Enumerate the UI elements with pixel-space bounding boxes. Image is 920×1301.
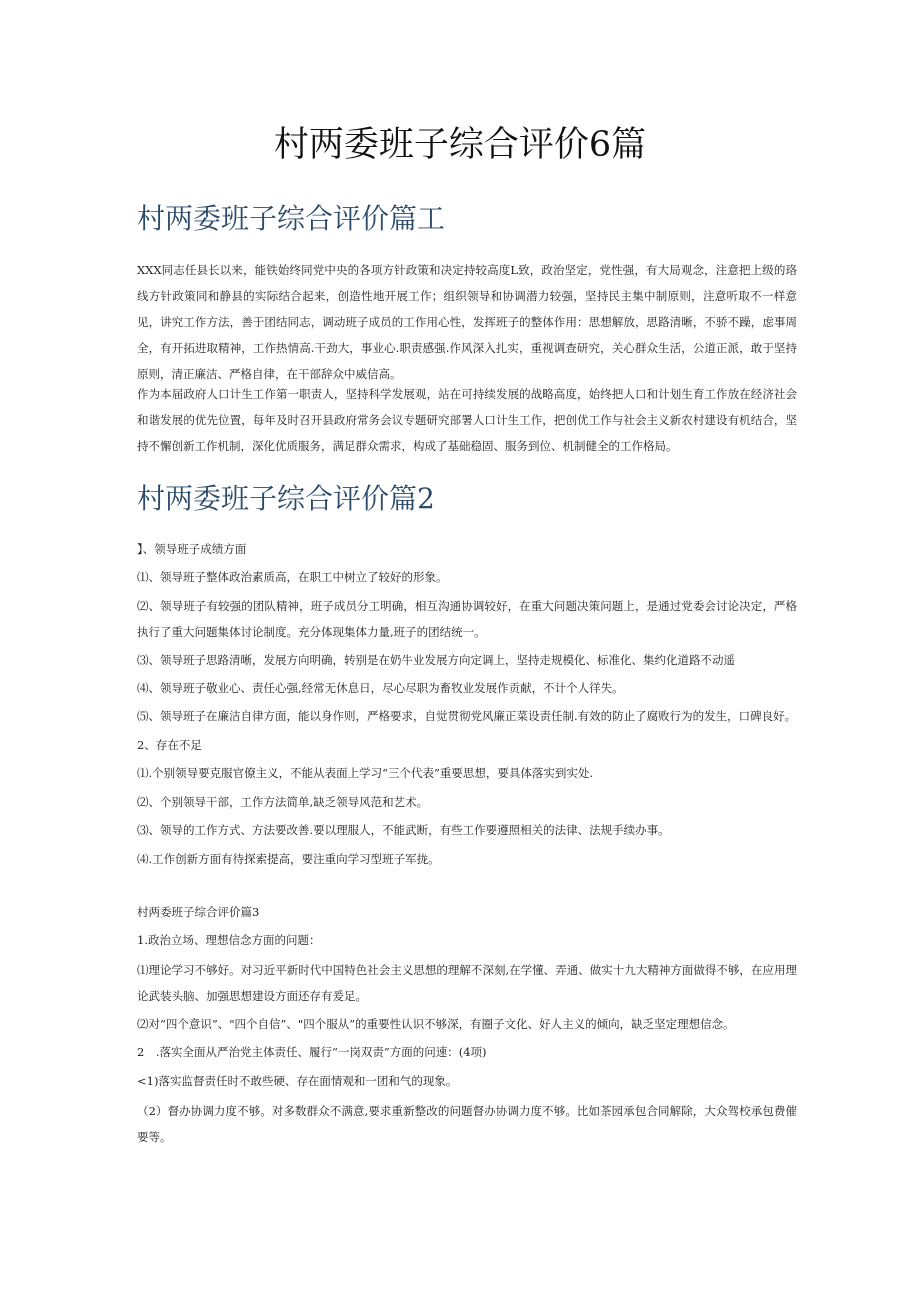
section-2-item: ⑴.个别领导要克服官僚主义，不能从表面上学习“三个代表”重要思想，要具体落实到实处. [137,766,594,780]
section-2-heading: 村两委班子综合评价篇2 [137,482,435,515]
section-2-item: ⑴、领导班子整体政治素质高，在职工中树立了较好的形象。 [137,570,448,584]
section-2-item: ⑷、领导班子敬业心、责任心强,经常无休息日，尽心尽职为畜牧业发展作贡献，不计个人徉失。 [137,681,624,695]
section-2-item: ⑸、领导班子在廉洁自律方面，能以身作则，严格要求，自觉贯彻党风廉正菜设责任制.有效的防止了腐败行为的发生，口碑良好。 [137,709,797,723]
document-title: 村两委班子综合评价6篇 [273,125,647,165]
section-3-item: 2 .落实全面从严治党主体责任、履行“一岗双责”方面的问速：(4项) [137,1045,487,1059]
section-3-item: （2）督办协调力度不够。对多数群众不满意,要求重新整改的问题督办协调力度不够。比如茶园承包合同解除，大众驾校承包费催要等。 [137,1104,797,1144]
section-3-heading: 村两委班子综合评价篇3 [137,905,260,919]
section-2-item: ⑶、领导的工作方式、方法要改善.要以理服人，不能武断，有些工作要遵照相关的法律、法规手续办事。 [137,823,670,837]
section-2-item: 】、领导班子成绩方面 [137,542,247,556]
section-1-paragraph-2: 作为本届政府人口计生工作第一职责人，坚持科学发展观，站在可持续发展的战略高度，始终把人口和计划生育工作放在经济社会和谐发展的优先位置，每年及时召开县政府常务会议专题研究部署人口计生工作，把创优工作与社会主义新农村建设有机结合，坚持不懈创新工作机制，深化优质服务，满足群众需求，构成了基础稳固、服务到位、机制健全的工作格局。 [137,387,797,453]
section-2-item: ⑵、个别领导干部，工作方法简单,缺乏领导风范和艺术。 [137,795,429,809]
section-2-item: ⑷.工作创新方面有待探索提高，要注重向学习型班子军拢。 [137,852,440,866]
section-2-item: ⑵、领导班子有较强的团队精神，班子成员分工明确，相互沟通协调较好，在重大问题决策问题上，是通过党委会讨论决定，严格执行了重大问题集体讨论制度。充分体现集体力量,班子的团结统一。 [137,599,797,639]
section-1-heading: 村两委班子综合评价篇工 [137,202,446,235]
section-3-item: <1)落实监督责任时不敢些硬、存在面情观和一团和气的现象。 [137,1074,458,1088]
section-1-paragraph-1: XXX同志任县长以来，能铁始终同党中央的各项方针政策和决定持较高度L致，政治坚定，党性强，有大局观念，注意把上级的珞线方针政策同和静县的实际结合起来，创造性地开展工作；组织领导和协调潜力较强，坚持民主集中制原则，注意听取不一样意见，讲究工作方法，善于团结同志，调动班子成员的工作用心性，发挥班子的整体作用：思想解放，思路清晰，不骄不躁，虑事周全，有开拓进取精神，工作热情高.干劲大，事业心.职责感强.作风深入扎实，重视调查研究，关心群众生活，公道正派，敢于坚持原则，清正廉洁、严格自律，在干部辞众中威信高。 [137,263,797,381]
section-2-item: ⑶、领导班子思路清晰，发展方向明确，转别是在奶牛业发展方向定调上，坚持走规模化、标准化、集约化道路不动遥 [137,653,735,667]
section-2-subheading: 2、存在不足 [137,738,202,752]
section-3-item: ⑴理论学习不够好。对习近平新时代中国特色社会主义思想的理解不深刻,在学懂、弄通、做实十九大精神方面做得不够，在应用理论武装头脑、加强思想建设方面还存有爰足。 [137,963,797,1003]
section-3-item: 1.政治立场、理想信念方面的问题： [137,933,321,947]
section-3-item: ⑵对“四个意识”、"四个自信”、"四个服从”的重要性认识不够深，有圈子文化、好人主义的倾向，缺乏坚定理想信念。 [137,1017,735,1031]
